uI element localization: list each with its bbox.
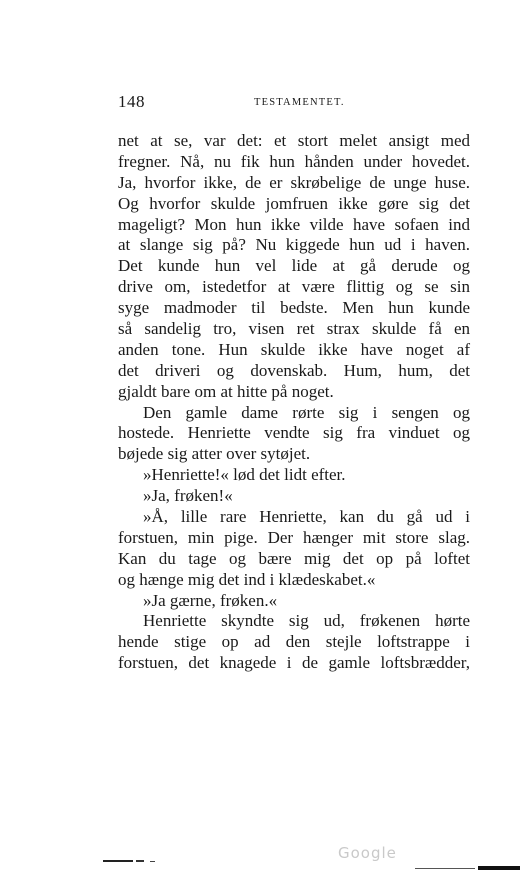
- text-line: syge madmoder til bedste. Men hun kunde: [118, 298, 470, 318]
- text-line: Kan du tage og bære mig det op på loftet: [118, 548, 470, 568]
- text-line: anden tone. Hun skulde ikke have noget af: [118, 339, 470, 359]
- text-line: fregner. Nå, nu fik hun hånden under hovedet.: [118, 151, 470, 171]
- scan-mark: [136, 860, 144, 862]
- text-line: net at se, var det: et stort melet ansigt med: [118, 131, 470, 150]
- text-line: gjaldt bare om at hitte på noget.: [118, 381, 334, 401]
- text-line: »Ja gærne, frøken.«: [143, 590, 278, 610]
- text-line: »Å, lille rare Henriette, kan du gå ud i: [143, 507, 470, 527]
- text-line: drive om, istedetfor at være flittig og se sin: [118, 277, 470, 297]
- text-line: mageligt? Mon hun ikke vilde have sofaen ind: [118, 214, 470, 234]
- text-line: bøjede sig atter over sytøjet.: [118, 444, 311, 464]
- scan-mark: [150, 861, 155, 862]
- text-line: hostede. Henriette vendte sig fra vinduet og: [118, 423, 470, 443]
- body-text: [118, 131, 470, 674]
- text-line: Ja, hvorfor ikke, de er skrøbelige de unge huse.: [118, 172, 470, 192]
- text-line: »Ja, frøken!«: [143, 486, 233, 506]
- text-line: hende stige op ad den stejle loftstrappe i: [118, 632, 470, 652]
- text-line: »Henriette!« lød det lidt efter.: [143, 465, 346, 485]
- page-number: 148: [118, 92, 145, 111]
- running-title: TESTAMENTET.: [254, 97, 345, 108]
- text-line: forstuen, min pige. Der hænger mit store slag.: [118, 527, 470, 547]
- scan-mark: [478, 866, 520, 870]
- text-line: så sandelig tro, visen ret strax skulde få en: [118, 319, 470, 339]
- page-footer: [0, 840, 528, 880]
- text-line: forstuen, det knagede i de gamle loftsbrædder,: [118, 653, 470, 673]
- text-line: Den gamle dame rørte sig i sengen og: [143, 402, 470, 422]
- digitization-watermark: Google: [338, 844, 397, 862]
- text-line: Det kunde hun vel lide at gå derude og: [118, 256, 470, 276]
- scan-mark: [415, 868, 475, 869]
- text-line: det driveri og dovenskab. Hum, hum, det: [118, 360, 470, 380]
- text-line: Og hvorfor skulde jomfruen ikke gøre sig det: [118, 193, 470, 213]
- text-line: Henriette skyndte sig ud, frøkenen hørte: [143, 611, 470, 631]
- page-header: [118, 92, 470, 114]
- text-line: og hænge mig det ind i klædeskabet.«: [118, 569, 376, 589]
- scan-mark: [103, 860, 133, 862]
- text-line: at slange sig på? Nu kiggede hun ud i haven.: [118, 235, 470, 255]
